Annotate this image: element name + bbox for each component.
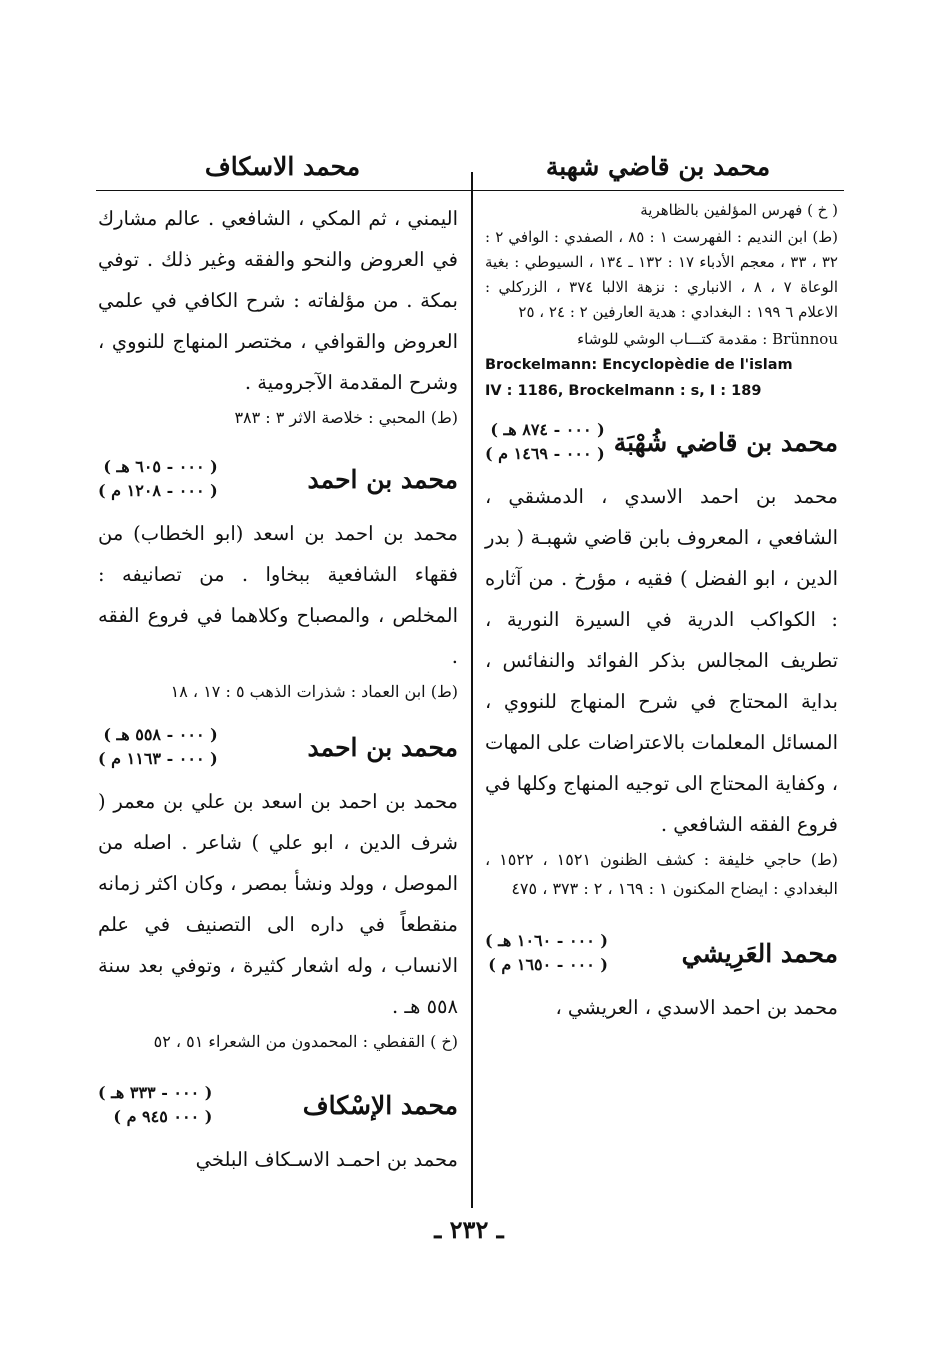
reference-note: (ط) ابن العماد : شذرات الذهب ٥ : ١٧ ، ١٨: [170, 682, 458, 701]
entry-text: محمد بن احمد بن اسعد بن علي بن معمر ( شرف الدين ، ابو علي ) شاعر . اصله من الموصل ، وولد ونشأ بمصر ، وكان اكثر زمانه منقطعاً في داره الى التصنيف في علم الانساب ، وله اشعار كثيرة ، وتوفي بعد سنة ٥٥٨ هـ .: [98, 790, 458, 1018]
entry-text: محمد بن احمد الاسدي ، العريشي ،: [555, 996, 838, 1019]
date-gregorian: ( ٠٠٠ - ١٢٠٨ م ): [98, 481, 218, 500]
entry-heading: [98, 723, 458, 771]
reference-note: (ط) حاجي خليفة : كشف الظنون ١٥٢١ ، ١٥٢٢ ، البغدادي : ايضاح المكنون ١ : ١٦٩ ، ٢ : ٣٧٣ ، ٤٧٥: [485, 850, 839, 898]
date-hijri: ( ٠٠٠ - ٣٣٣ هـ ): [98, 1083, 213, 1102]
entry-name: محمد بن قاضي شُهْبَة: [613, 427, 838, 457]
page-number: ـ ٢٣٢ ـ: [434, 1215, 504, 1244]
left-column: [98, 198, 458, 1180]
entry-dates: [98, 723, 218, 771]
entry-text: محمد بن احمد بن اسعد (ابو الخطاب) من فقهاء الشافعية ببخاوا . من تصانيفه : المخلص ، والمصباح وكلاهما في فروع الفقه .: [98, 522, 458, 668]
column-divider: [471, 172, 473, 1208]
date-gregorian: ( ٠٠٠ - ١٦٥٠ م ): [488, 955, 608, 974]
latin-reference: Brockelmann: Encyclopèdie de l'islam: [485, 357, 793, 373]
date-hijri: ( ٠٠٠ - ٨٧٤ هـ ): [490, 420, 605, 439]
date-hijri: ( ٠٠٠ - ٦٠٥ هـ ): [103, 457, 218, 476]
entry-dates: [485, 418, 605, 466]
date-gregorian: ( ٠٠٠ ٩٤٥ م ): [113, 1107, 213, 1126]
reference-note: ( خ ) فهرس المؤلفين بالظاهرية: [640, 201, 838, 219]
entry-heading: [485, 929, 838, 977]
reference-note: (خ ) القفطي : المحمدون من الشعراء ٥١ ، ٥٢: [153, 1032, 458, 1051]
date-gregorian: ( ٠٠٠ - ١١٦٣ م ): [98, 749, 218, 768]
entry-text: محمد بن احمد الاسدي ، الدمشقي ، الشافعي ، المعروف بابن قاضي شهبـة ( بدر الدين ، ابو الفضل ) فقيه ، مؤرخ . من آثاره : الكواكب الدرية في السيرة النورية ، تطريف المجالس بذكر الفوائد والنفائس ، بداية المحتاج في شرح المنهاج للنووي ، المسائل المعلمات بالاعتراضات على المهات ، وكفاية المحتاج الى توجيه المنهاج وكلها في فروع الفقه الشافعي .: [485, 485, 838, 836]
running-header-right: محمد بن قاضي شهبة: [545, 152, 771, 181]
entry-name: محمد بن احمد: [307, 732, 458, 762]
entry-heading: [98, 455, 458, 503]
reference-note: Brünnou : مقدمة كتـــاب الوشي للوشاء: [577, 330, 838, 348]
entry-text: اليمني ، ثم المكي ، الشافعي . عالم مشارك في العروض والنحو والفقه وغير ذلك . توفي بمكة . من مؤلفاته : شرح الكافي في علمي العروض والقوافي ، مختصر المنهاج للنووي ، وشرح المقدمة الآجرومية .: [98, 207, 458, 394]
reference-note: (ط) ابن النديم : الفهرست ١ : ٨٥ ، الصفدي : الوافي ٢ : ٣٢ ، ٣٣ ، معجم الأدباء ١٧ : ١٣٢ ـ ١٣٤ ، السيوطي : بغية الوعاة ٧ ، ٨ ، الانباري : نزهة الالبا ٣٧٤ ، الزركلي : الاعلام ٦ ١٩٩ : البغدادي : هدية العارفين ٢ : ٢٤ ، ٢٥: [485, 228, 839, 321]
latin-reference: IV : 1186, Brockelmann : s, I : 189: [485, 383, 762, 399]
date-hijri: ( ٠٠٠ - ٥٥٨ هـ ): [103, 725, 218, 744]
entry-name: محمد الإسْكاف: [302, 1090, 458, 1120]
entry-name: محمد العَرِيشي: [681, 938, 838, 968]
entry-text: محمد بن احمـد الاسـكاف البلخي: [195, 1148, 458, 1171]
date-hijri: ( ٠٠٠ - ١٠٦٠ هـ ): [485, 931, 608, 950]
entry-dates: [98, 1081, 212, 1129]
right-column: [485, 198, 838, 1028]
entry-name: محمد بن احمد: [307, 464, 458, 494]
entry-dates: [485, 929, 608, 977]
running-header-left: محمد الاسكاف: [204, 152, 361, 181]
entry-dates: [98, 455, 218, 503]
entry-heading: [98, 1081, 458, 1129]
entry-heading: [485, 418, 838, 466]
date-gregorian: ( ٠٠٠ - ١٤٦٩ م ): [485, 444, 605, 463]
header-rule: [96, 190, 844, 191]
reference-note: (ط) المحبي : خلاصة الاثر ٣ : ٣٨٣: [234, 408, 458, 427]
